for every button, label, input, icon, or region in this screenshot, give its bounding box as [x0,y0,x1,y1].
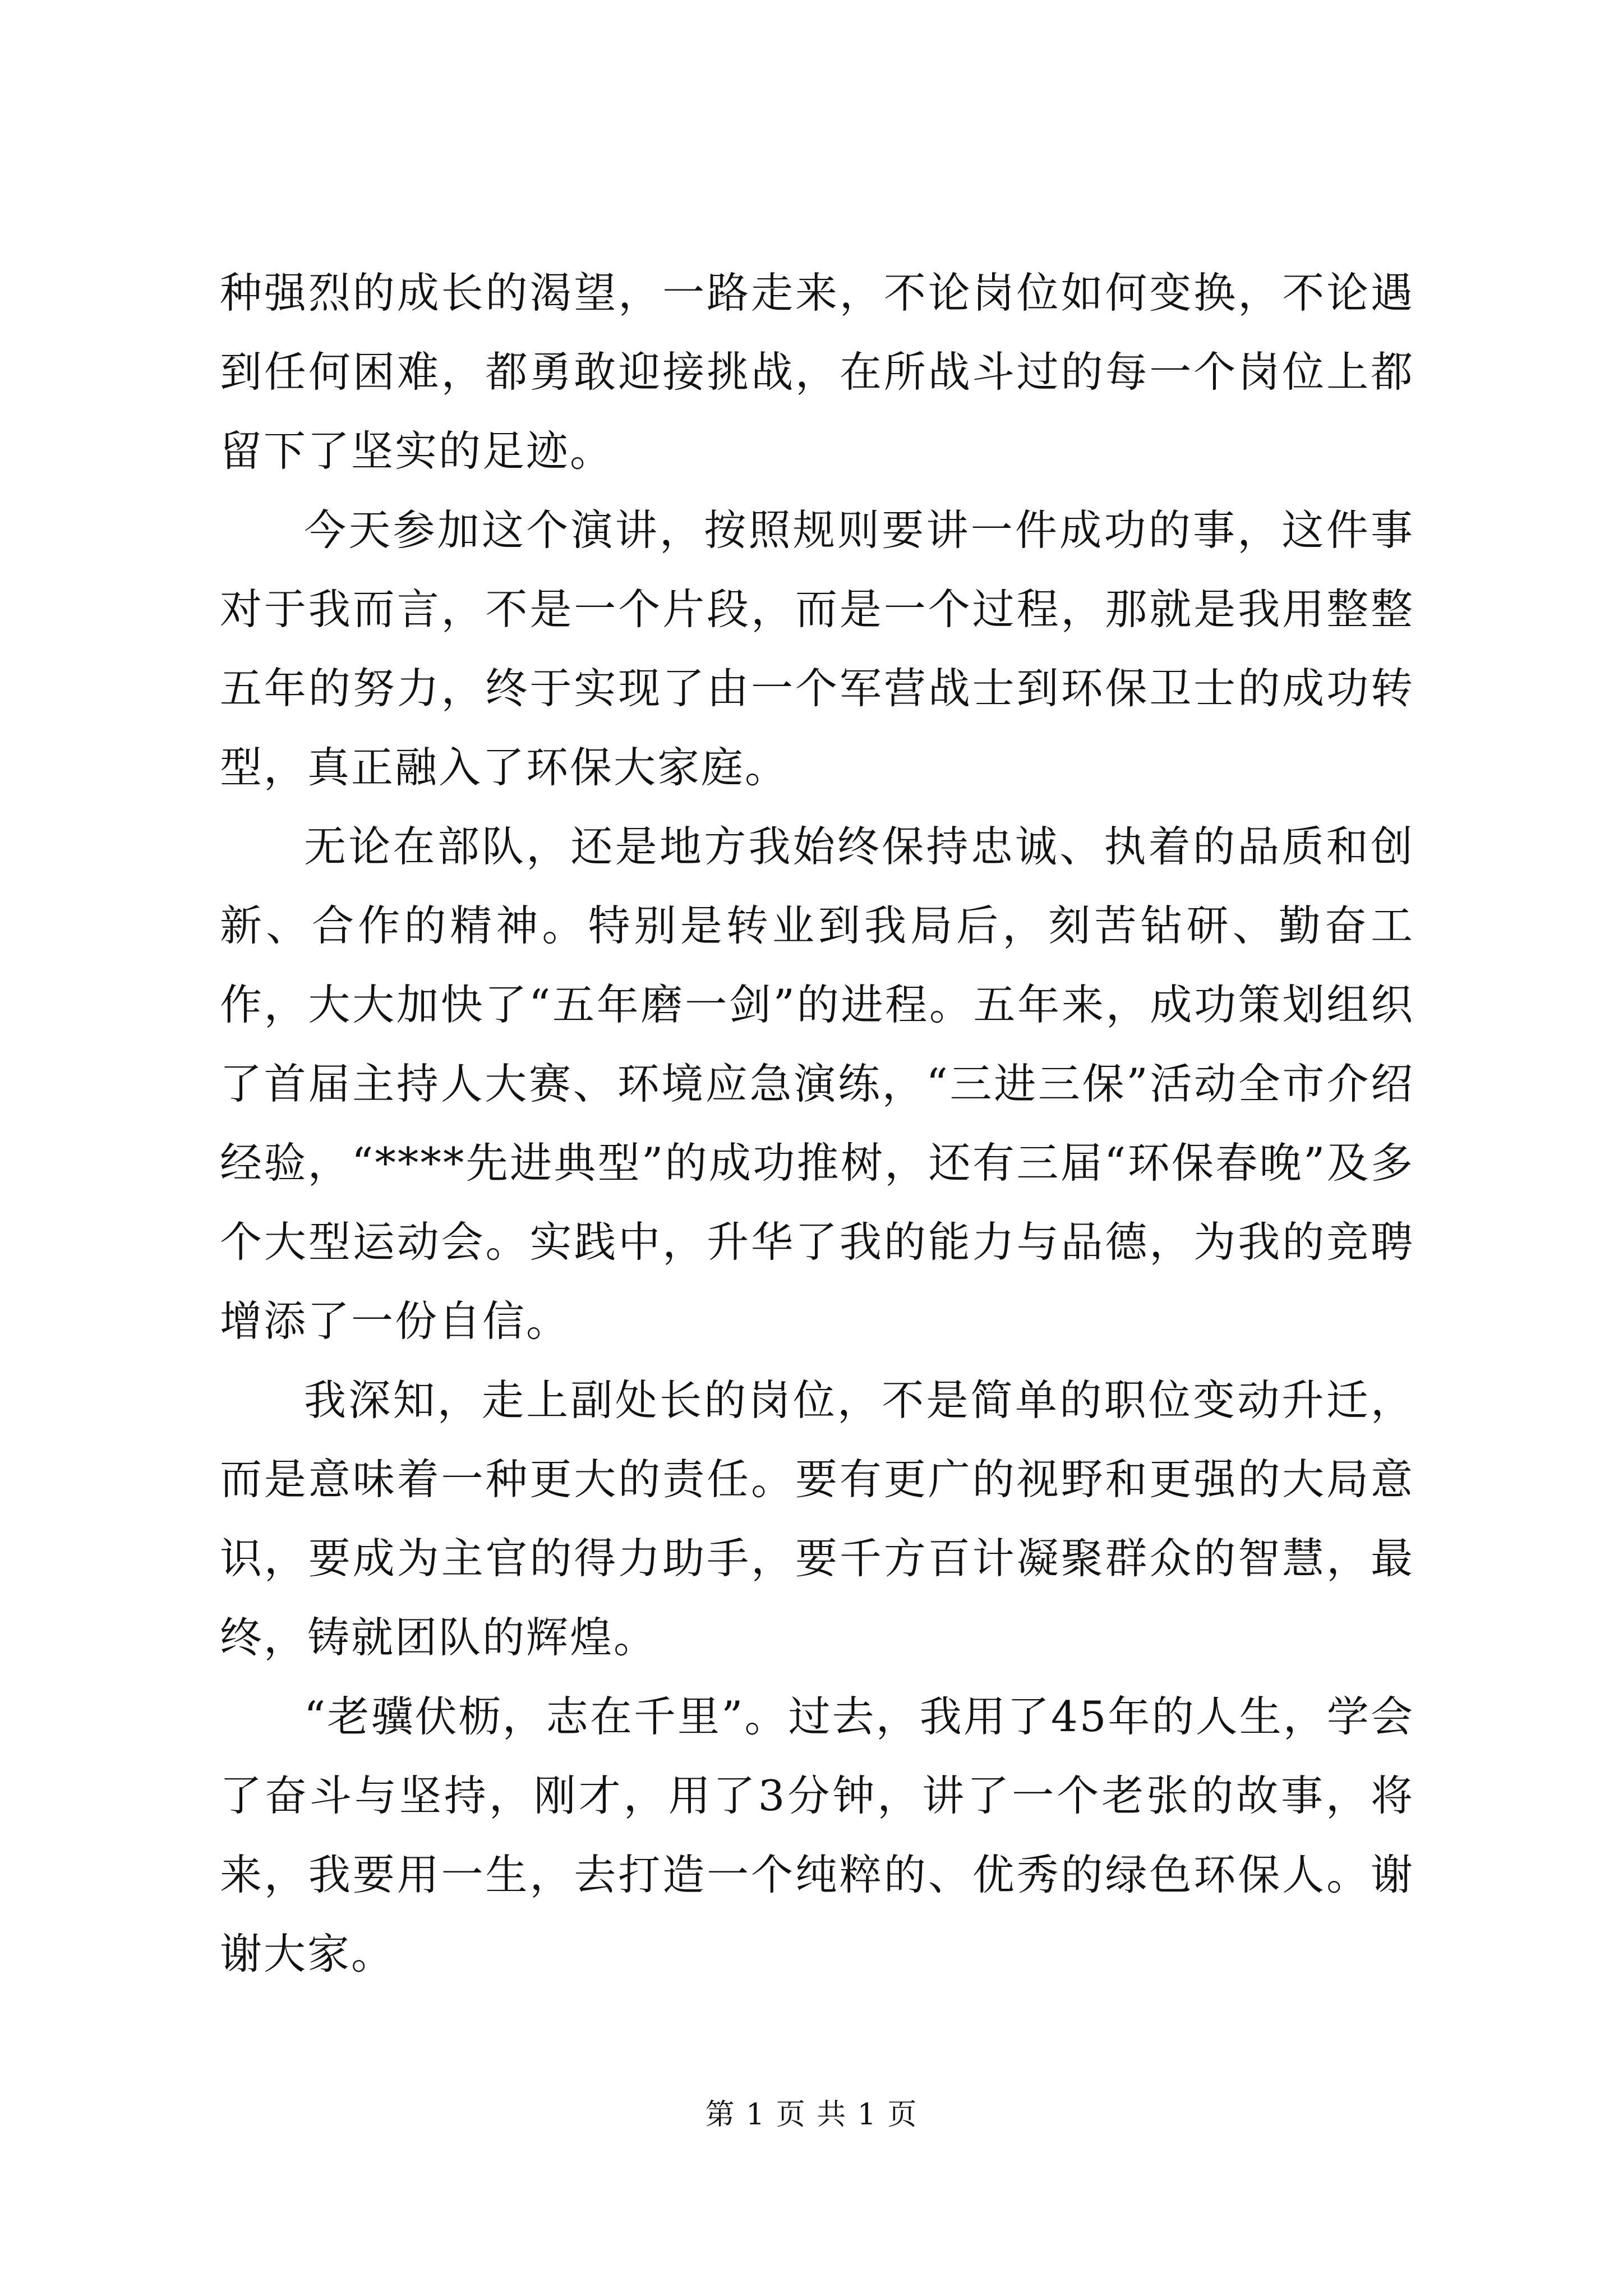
paragraph-1: 种强烈的成长的渴望，一路走来，不论岗位如何变换，不论遇到任何困难，都勇敢迎接挑战，在所战斗过的每一个岗位上都留下了坚实的足迹。 [220,268,1414,476]
page-number-footer: 第 1 页 共 1 页 [705,2098,918,2132]
paragraph-4: 我深知，走上副处长的岗位，不是简单的职位变动升迁，而是意味着一种更大的责任。要有更广的视野和更强的大局意识，要成为主官的得力助手，要千方百计凝聚群众的智慧，最终，铸就团队的辉煌。 [220,1375,1414,1662]
document-body [220,254,1414,1994]
paragraph-2: 今天参加这个演讲，按照规则要讲一件成功的事，这件事对于我而言，不是一个片段，而是一个过程，那就是我用整整五年的努力，终于实现了由一个军营战士到环保卫士的成功转型，真正融入了环保大家庭。 [220,505,1414,792]
paragraph-3: 无论在部队，还是地方我始终保持忠诚、执着的品质和创新、合作的精神。特别是转业到我局后，刻苦钻研、勤奋工作，大大加快了“五年磨一剑”的进程。五年来，成功策划组织了首届主持人大赛、环境应急演练，“三进三保”活动全市介绍经验，“****先进典型”的成功推树，还有三届“环保春晚”及多个大型运动会。实践中，升华了我的能力与品德，为我的竞聘增添了一份自信。 [220,822,1414,1346]
paragraph-5: “老骥伏枥，志在千里”。过去，我用了45年的人生，学会了奋斗与坚持，刚才，用了3分钟，讲了一个老张的故事，将来，我要用一生，去打造一个纯粹的、优秀的绿色环保人。谢谢大家。 [220,1692,1414,1978]
